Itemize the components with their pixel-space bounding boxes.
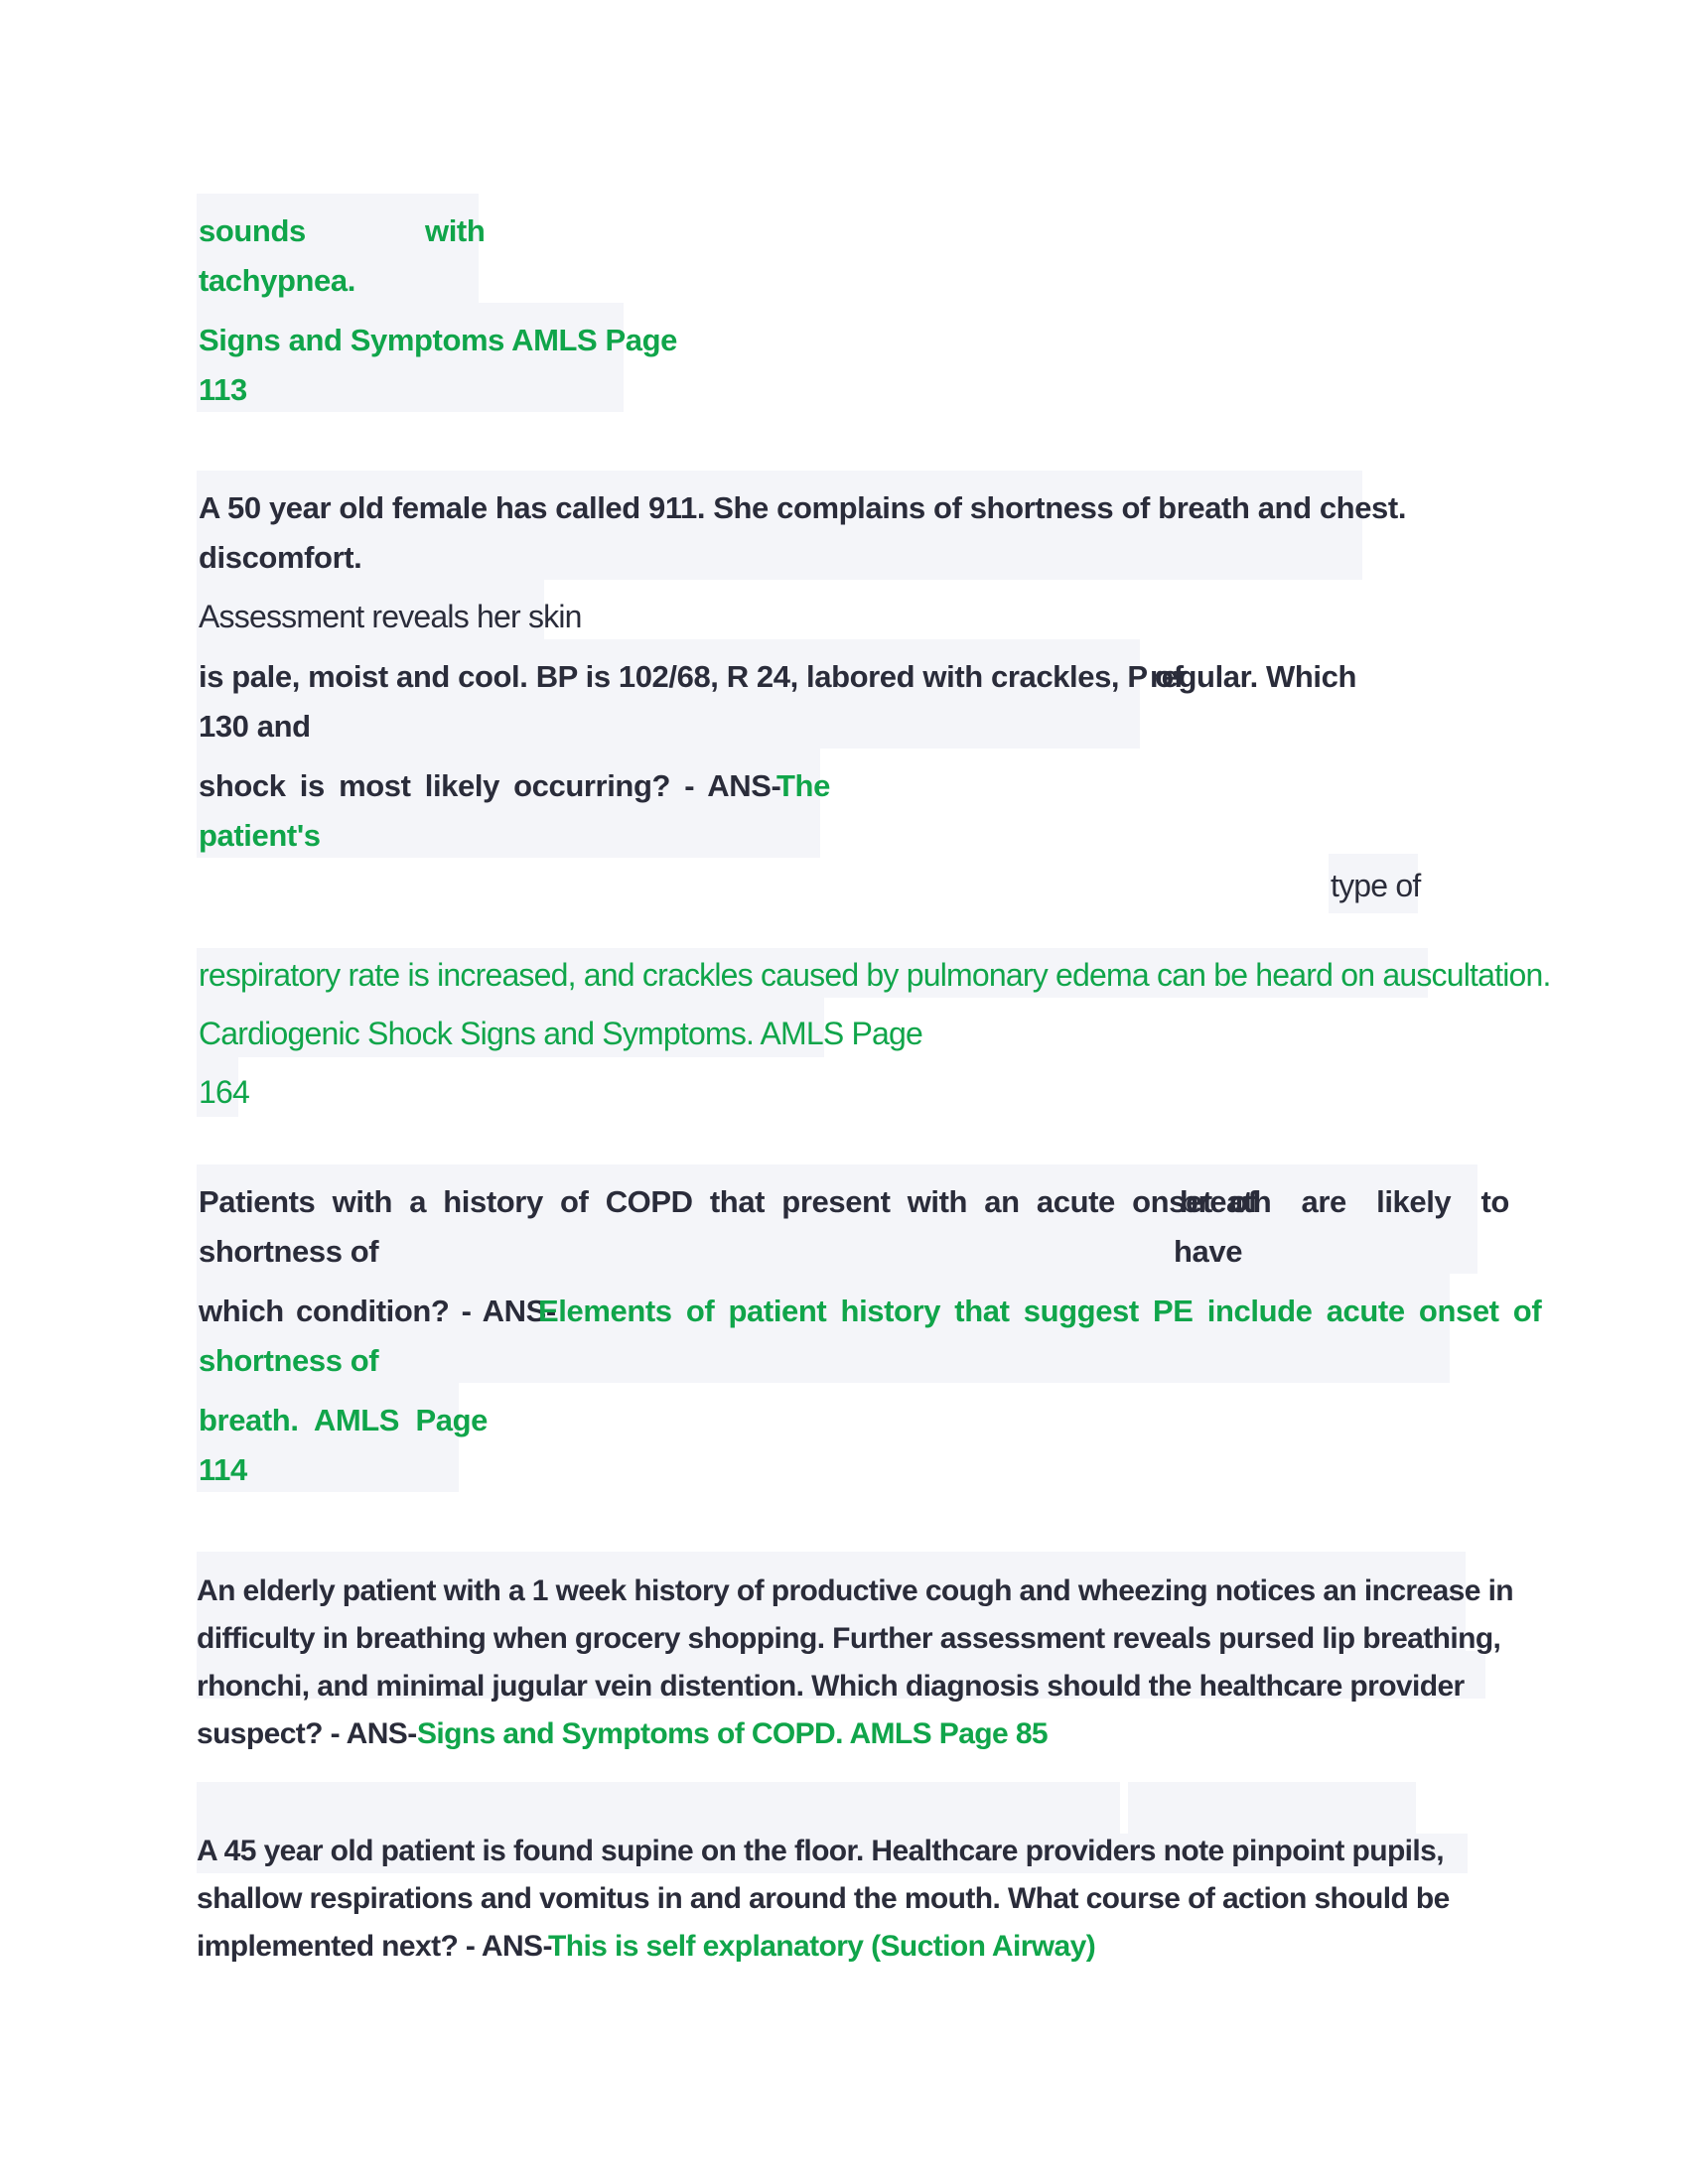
- block5-line2: shallow respirations and vomitus in and around the mouth. What course of action should be: [197, 1882, 1450, 1915]
- block1-line2: tachypnea.: [199, 263, 355, 298]
- block2-question-line6-b: The: [776, 768, 830, 803]
- block5-line3-a: implemented next? - ANS-: [197, 1930, 552, 1963]
- block1-line1-b: with: [425, 213, 486, 248]
- block2-question-line2: discomfort.: [199, 540, 362, 575]
- block1-ref-line1: Signs and Symptoms AMLS Page: [199, 323, 678, 357]
- block5-line1: A 45 year old patient is found supine on the floor. Healthcare providers note pinpoint pupils,: [197, 1835, 1444, 1867]
- block2-question-line7: patient's: [199, 818, 321, 853]
- shade-region: [1128, 1782, 1416, 1834]
- block4-line3: rhonchi, and minimal jugular vein distention. Which diagnosis should the healthcare provider: [197, 1670, 1465, 1703]
- block4-line4-b: Signs and Symptoms of COPD. AMLS Page 85: [417, 1717, 1049, 1750]
- block1-ref-line2: 113: [199, 372, 247, 407]
- block3-question-line5: breath. AMLS Page: [199, 1403, 488, 1437]
- block4-line1: An elderly patient with a 1 week history of productive cough and wheezing notices an increase in: [197, 1574, 1514, 1607]
- block5-line3-b: This is self explanatory (Suction Airway): [548, 1930, 1096, 1963]
- shade-region: [197, 471, 1362, 580]
- block2-question-line3: Assessment reveals her skin: [199, 599, 582, 634]
- block2-question-line4-b: regular. Which: [1150, 659, 1356, 694]
- block2-question-line6-a: shock is most likely occurring? - ANS-: [199, 768, 781, 803]
- block2-question-line8: type of: [1331, 868, 1421, 903]
- block3-question-line6: 114: [199, 1452, 247, 1487]
- shade-region: [197, 1782, 1120, 1834]
- block3-question-line3-a: which condition? - ANS-: [199, 1294, 556, 1328]
- block3-question-line4: shortness of: [199, 1343, 379, 1378]
- block2-answer-line1: respiratory rate is increased, and crackles caused by pulmonary edema can be heard on auscultation.: [199, 957, 1551, 993]
- block3-question-line2-a: shortness of: [199, 1234, 379, 1269]
- block4-line4-a: suspect? - ANS-: [197, 1717, 417, 1750]
- block4-line2: difficulty in breathing when grocery shopping. Further assessment reveals pursed lip breathing,: [197, 1622, 1501, 1655]
- block3-question-line2-b: have: [1174, 1234, 1243, 1269]
- block2-question-line5: 130 and: [199, 709, 311, 744]
- block3-question-line1-b: breath are likely to: [1180, 1184, 1509, 1219]
- block2-answer-line3: 164: [199, 1074, 249, 1110]
- block2-answer-line2: Cardiogenic Shock Signs and Symptoms. AMLS Page: [199, 1016, 923, 1051]
- block2-question-line1: A 50 year old female has called 911. She complains of shortness of breath and chest.: [199, 490, 1407, 525]
- block3-question-line3-b: Elements of patient history that suggest PE include acute onset of: [538, 1294, 1542, 1328]
- block2-question-line4-a: is pale, moist and cool. BP is 102/68, R 24, labored with crackles, P of: [199, 659, 1184, 694]
- block3-question-line1-a: Patients with a history of COPD that present with an acute onset of: [199, 1184, 1258, 1219]
- shade-region: [197, 1274, 1450, 1383]
- block1-line1-a: sounds: [199, 213, 306, 248]
- shade-region: [197, 639, 1140, 749]
- shade-region: [197, 303, 624, 412]
- shade-region: [197, 1164, 1477, 1274]
